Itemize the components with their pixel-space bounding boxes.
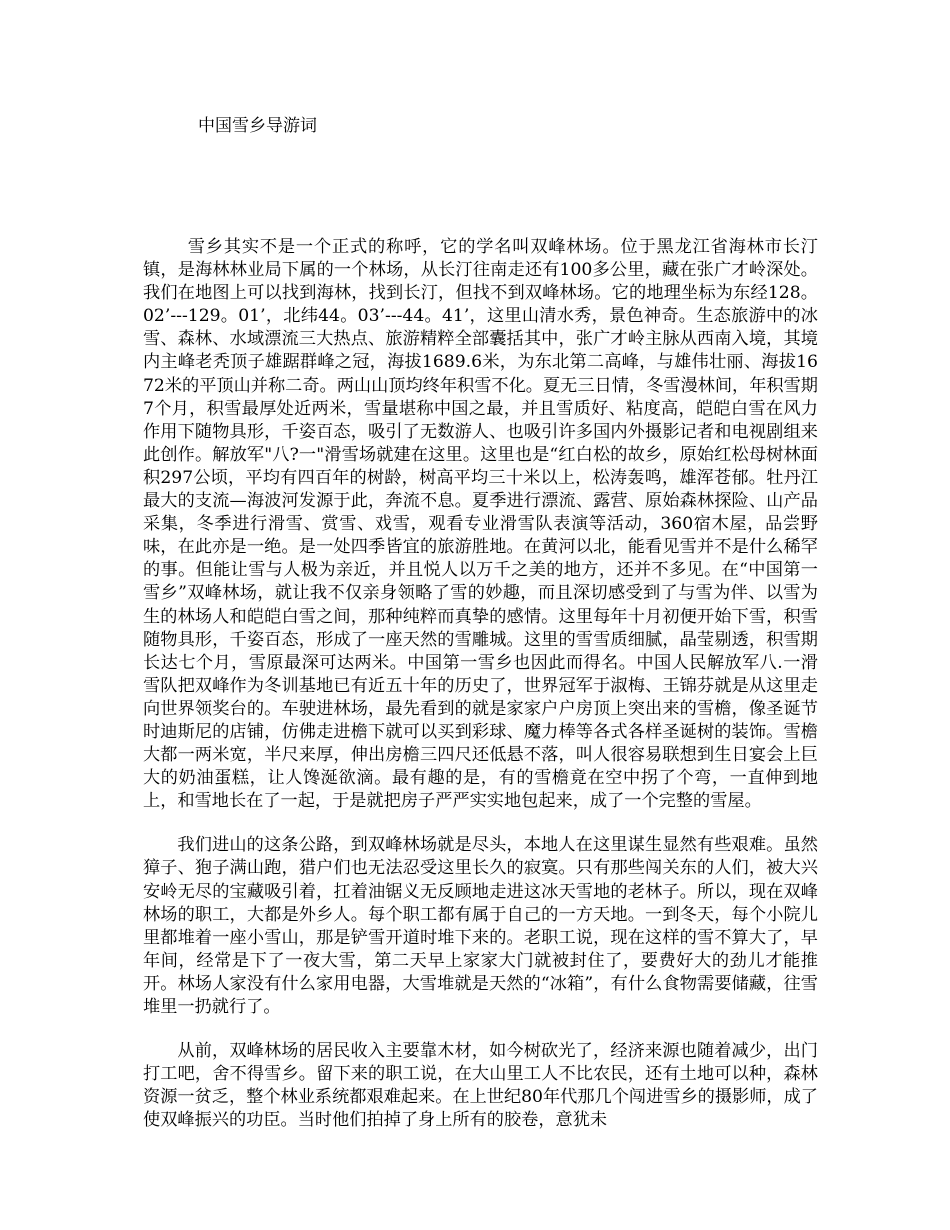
paragraph-1: 雪乡其实不是一个正式的称呼，它的学名叫双峰林场。位于黑龙江省海林市长汀镇，是海林林业局下属的一个林场，从长汀往南走还有100多公里，藏在张广才岭深处。我们在地图上可以找到海林，找到长汀，但找不到双峰林场。它的地理坐标为东经128。02’---129。01’，北纬44。03’---44。41’，这里山清水秀，景色神奇。生态旅游中的冰雪、森林、水域漂流三大热点、旅游精粹全部囊括其中，张广才岭主脉从西南入境，其境内主峰老秃顶子雄踞群峰之冠，海拔1689.6米，为东北第二高峰，与雄伟壮丽、海拔1672米的平顶山并称二奇。两山山顶均终年积雪不化。夏无三日情，冬雪漫林间，年积雪期7个月，积雪最厚处近两米，雪量堪称中国之最，并且雪质好、粘度高，皑皑白雪在风力作用下随物具形，千姿百态，吸引了无数游人、也吸引许多国内外摄影记者和电视剧组来此创作。解放军"八?一"滑雪场就建在这里。这里也是“红白松的故乡，原始红松母树林面积297公顷，平均有四百年的树龄，树高平均三十米以上，松涛轰鸣，雄浑苍郁。牡丹江最大的支流—海波河发源于此，奔流不息。夏季进行漂流、露营、原始森林探险、山产品采集，冬季进行滑雪、赏雪、戏雪，观看专业滑雪队表演等活动，360宿木屋，品尝野味，在此亦是一绝。是一处四季皆宜的旅游胜地。在黄河以北，能看见雪并不是什么稀罕的事。但能让雪与人极为亲近，并且悦人以万千之美的地方，还并不多见。在“中国第一雪乡”双峰林场，就让我不仅亲身领略了雪的妙趣，而且深切感受到了与雪为伴、以雪为生的林场人和皑皑白雪之间，那种纯粹而真挚的感情。这里每年十月初便开始下雪，积雪随物具形，千姿百态，形成了一座天然的雪雕城。这里的雪雪质细腻，晶莹剔透，积雪期长达七个月，雪原最深可达两米。中国第一雪乡也因此而得名。中国人民解放军八.一滑雪队把双峰作为冬训基地已有近五十年的历史了，世界冠军于淑梅、王锦芬就是从这里走向世界领奖台的。车驶进林场，最先看到的就是家家户户房顶上突出来的雪檐，像圣诞节时迪斯尼的店铺，仿佛走进檐下就可以买到彩球、魔力棒等各式各样圣诞树的装饰。雪檐大都一两米宽，半尺来厚，伸出房檐三四尺还低悬不落，叫人很容易联想到生日宴会上巨大的奶油蛋糕，让人馋涎欲滴。最有趣的是，有的雪檐竟在空中拐了个弯，一直伸到地上，和雪地长在了一起，于是就把房子严严实实地包起来，成了一个完整的雪屋。 xyxy=(143,237,818,812)
paragraph-2: 我们进山的这条公路，到双峰林场就是尽头，本地人在这里谋生显然有些艰难。虽然獐子、狍子满山跑，猎户们也无法忍受这里长久的寂寞。只有那些闯关东的人们，被大兴安岭无尽的宝藏吸引着，扛着油锯义无反顾地走进这冰天雪地的老林子。所以，现在双峰林场的职工，大都是外乡人。每个职工都有属于自己的一方天地。一到冬天，每个小院儿里都堆着一座小雪山，那是铲雪开道时堆下来的。老职工说，现在这样的雪不算大了，早年间，经常是下了一夜大雪，第二天早上家家大门就被封住了，要费好大的劲儿才能推开。林场人家没有什么家用电器，大雪堆就是天然的“冰箱”，有什么食物需要储藏，往雪堆里一扔就行了。 xyxy=(143,835,818,1017)
document-body xyxy=(143,236,818,1153)
document-title: 中国雪乡导游词 xyxy=(198,116,317,136)
paragraph-3: 从前，双峰林场的居民收入主要靠木材，如今树砍光了，经济来源也随着减少，出门打工吧，舍不得雪乡。留下来的职工说，在大山里工人不比农民，还有土地可以种，森林资源一贫乏，整个林业系统都艰难起来。在上世纪80年代那几个闯进雪乡的摄影师，成了使双峰振兴的功臣。当时他们拍掉了身上所有的胶卷，意犹未 xyxy=(143,1041,818,1131)
